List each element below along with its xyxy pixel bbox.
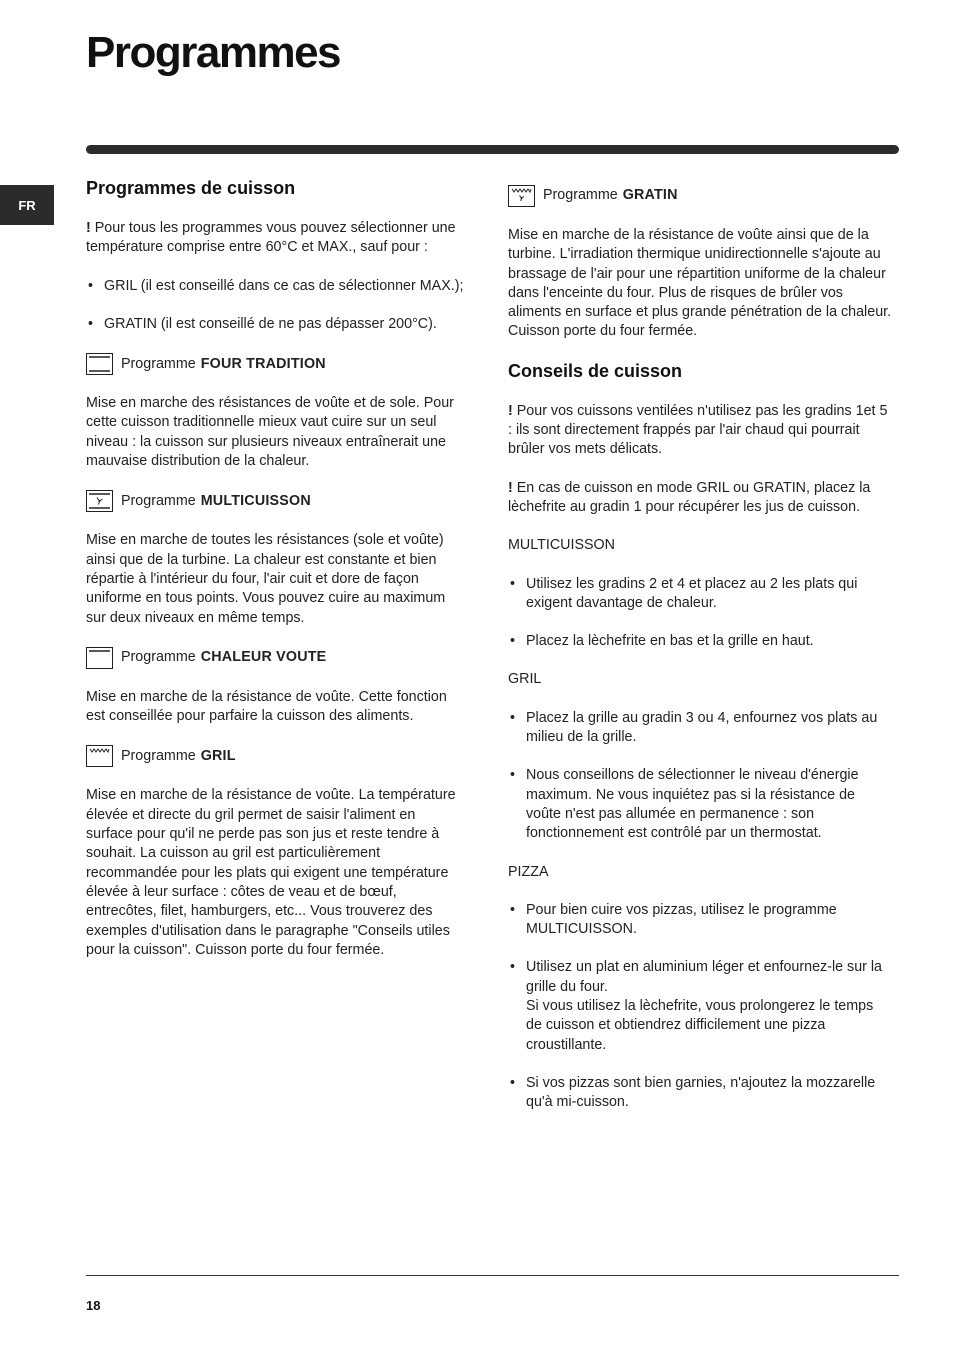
list-item: • GRATIN (il est conseillé de ne pas dépasser 200°C). xyxy=(86,315,466,334)
warning-mark: ! xyxy=(508,402,513,419)
gril-tips-list xyxy=(508,709,893,844)
program-prefix: Programme xyxy=(121,649,196,666)
program-heading-gratin xyxy=(508,185,893,207)
title-divider xyxy=(86,145,899,154)
section-heading-programmes: Programmes de cuisson xyxy=(86,178,296,198)
program-heading-four-tradition xyxy=(86,353,466,375)
list-item: • Si vos pizzas sont bien garnies, n'ajoutez la mozzarelle qu'à mi-cuisson. xyxy=(508,1074,893,1113)
oven-fan-icon xyxy=(86,490,113,512)
oven-traditional-icon xyxy=(86,353,113,375)
subhead-multicuisson: MULTICUISSON xyxy=(508,537,615,554)
program-description: Mise en marche des résistances de voûte et de sole. Pour cette cuisson traditionnelle mieux vaut cuire sur un seul niveau : la cuisson sur plusieurs niveaux entraînerait une mauvaise distribution de la chaleur. xyxy=(86,395,454,470)
tip-paragraph xyxy=(508,402,893,460)
section-heading-conseils: Conseils de cuisson xyxy=(508,360,683,381)
program-description: Mise en marche de toutes les résistances (sole et voûte) ainsi que de la turbine. La chaleur est constante et bien répartie à l'intérieur du four, l'air cuit et dore de façon uniforme en tous points. Vous pouvez cuire au maximum sur deux niveaux en même temps. xyxy=(86,532,446,626)
list-item-text: Utilisez un plat en aluminium léger et enfournez-le sur la grille du four. xyxy=(526,959,883,995)
program-prefix: Programme xyxy=(121,355,196,372)
right-column xyxy=(508,185,893,1132)
program-name: MULTICUISSON xyxy=(200,492,311,509)
oven-top-heat-icon xyxy=(86,647,113,669)
page-title: Programmes xyxy=(86,28,341,77)
program-name: GRIL xyxy=(200,747,236,764)
warning-mark: ! xyxy=(86,220,91,236)
list-item: • GRIL (il est conseillé dans ce cas de sélectionner MAX.); xyxy=(86,277,466,296)
program-heading-gril xyxy=(86,745,466,767)
program-name: FOUR TRADITION xyxy=(200,355,326,372)
intro-paragraph xyxy=(86,219,466,258)
list-item-text: Si vous utilisez la lèchefrite, vous prolongerez le temps de cuisson et obtiendrez difficilement une pizza croustillante. xyxy=(526,998,874,1053)
footer-divider xyxy=(86,1275,899,1276)
list-item: • Placez la grille au gradin 3 ou 4, enfournez vos plats au milieu de la grille. xyxy=(508,709,893,748)
multicuisson-tips-list xyxy=(508,575,893,652)
program-name: GRATIN xyxy=(622,187,678,204)
tip-text: Pour vos cuissons ventilées n'utilisez pas les gradins 1et 5 : ils sont directement frappés par l'air chaud qui pourrait brûler vos mets délicats. xyxy=(508,402,888,458)
list-item: • Pour bien cuire vos pizzas, utilisez le programme MULTICUISSON. xyxy=(508,901,893,940)
program-prefix: Programme xyxy=(543,187,618,204)
language-tab: FR xyxy=(0,185,54,225)
program-description: Mise en marche de la résistance de voûte. Cette fonction est conseillée pour parfaire la cuisson des aliments. xyxy=(86,688,447,725)
program-description: Mise en marche de la résistance de voûte. La température élevée et directe du gril permet de saisir l'aliment en surface pour qu'il ne perde pas son jus et reste tendre à souhait. La cuisson au gril est particulièrement recommandée pour les plats qui exigent une température élevée à leur surface : côtes de veau et de bœuf, entrecôtes, filet, hamburgers, etc... Vous trouverez des exemples d'utilisation dans le paragraphe "Conseils utiles pour la cuisson". Cuisson porte du four fermée. xyxy=(86,787,456,958)
intro-text: Pour tous les programmes vous pouvez sélectionner une température comprise entre 60°C et MAX., sauf pour : xyxy=(86,220,456,256)
program-heading-multicuisson xyxy=(86,490,466,512)
program-name: CHALEUR VOUTE xyxy=(200,649,327,666)
temperature-exceptions-list xyxy=(86,277,466,335)
subhead-gril: GRIL xyxy=(508,671,542,688)
list-item: • Utilisez les gradins 2 et 4 et placez au 2 les plats qui exigent davantage de chaleur. xyxy=(508,575,893,614)
list-item: • Nous conseillons de sélectionner le niveau d'énergie maximum. Ne vous inquiétez pas si la résistance de voûte n'est pas allumée en permanence : son fonctionnement est contrôlé par un thermostat. xyxy=(508,766,893,843)
list-item xyxy=(508,958,893,1054)
program-description: Mise en marche de la résistance de voûte ainsi que de la turbine. L'irradiation thermique unidirectionnelle s'ajoute au brassage de l'air pour une répartition uniforme de la chaleur dans l'enceinte du four. Plus de risques de brûler vos aliments en surface et plus grande pénétration de la chaleur. Cuisson porte du four fermée. xyxy=(508,227,892,340)
warning-mark: ! xyxy=(508,479,513,496)
pizza-tips-list xyxy=(508,901,893,1113)
program-heading-chaleur-voute xyxy=(86,647,466,669)
subhead-pizza: PIZZA xyxy=(508,863,549,880)
program-prefix: Programme xyxy=(121,492,196,509)
left-column xyxy=(86,178,466,979)
program-prefix: Programme xyxy=(121,747,196,764)
list-item: • Placez la lèchefrite en bas et la grille en haut. xyxy=(508,632,893,651)
oven-grill-icon xyxy=(86,745,113,767)
oven-gratin-icon xyxy=(508,185,535,207)
tip-text: En cas de cuisson en mode GRIL ou GRATIN, placez la lèchefrite au gradin 1 pour récupérer les jus de cuisson. xyxy=(508,479,871,515)
tip-paragraph xyxy=(508,479,893,518)
page-number: 18 xyxy=(86,1298,101,1313)
